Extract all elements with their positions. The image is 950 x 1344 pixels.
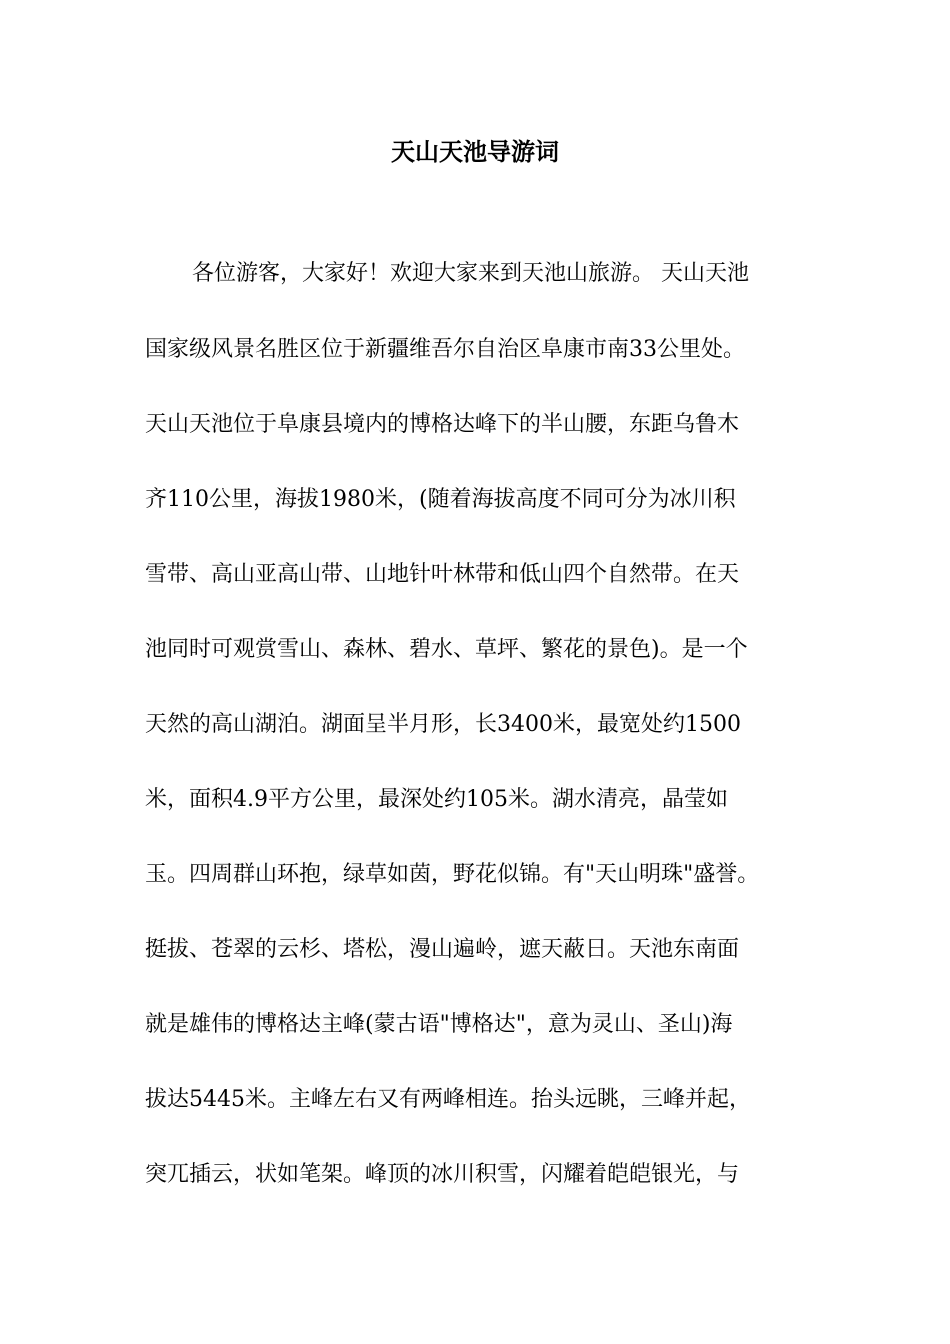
paragraph-line-12: 拔达5445米。主峰左右又有两峰相连。抬头远眺，三峰并起， — [145, 1087, 751, 1112]
paragraph-line-2: 国家级风景名胜区位于新疆维吾尔自治区阜康市南33公里处。 — [145, 337, 745, 362]
document-title: 天山天池导游词 — [391, 137, 559, 166]
paragraph-line-1: 各位游客，大家好！欢迎大家来到天池山旅游。 天山天池 — [192, 261, 749, 286]
paragraph-line-11: 就是雄伟的博格达主峰(蒙古语"博格达"，意为灵山、圣山)海 — [145, 1012, 733, 1037]
paragraph-line-6: 池同时可观赏雪山、森林、碧水、草坪、繁花的景色)。是一个 — [145, 637, 748, 662]
paragraph-line-13: 突兀插云，状如笔架。峰顶的冰川积雪，闪耀着皑皑银光，与 — [145, 1162, 740, 1187]
paragraph-line-3: 天山天池位于阜康县境内的博格达峰下的半山腰，东距乌鲁木 — [145, 412, 740, 437]
paragraph-line-4: 齐110公里，海拔1980米，(随着海拔高度不同可分为冰川积 — [145, 487, 736, 512]
paragraph-line-7: 天然的高山湖泊。湖面呈半月形，长3400米，最宽处约1500 — [145, 712, 741, 737]
paragraph-line-9: 玉。四周群山环抱，绿草如茵，野花似锦。有"天山明珠"盛誉。 — [145, 862, 760, 887]
paragraph-line-10: 挺拔、苍翠的云杉、塔松，漫山遍岭，遮天蔽日。天池东南面 — [145, 937, 740, 962]
paragraph-line-8: 米，面积4.9平方公里，最深处约105米。湖水清亮，晶莹如 — [145, 787, 728, 812]
paragraph-line-5: 雪带、高山亚高山带、山地针叶林带和低山四个自然带。在天 — [145, 562, 740, 587]
